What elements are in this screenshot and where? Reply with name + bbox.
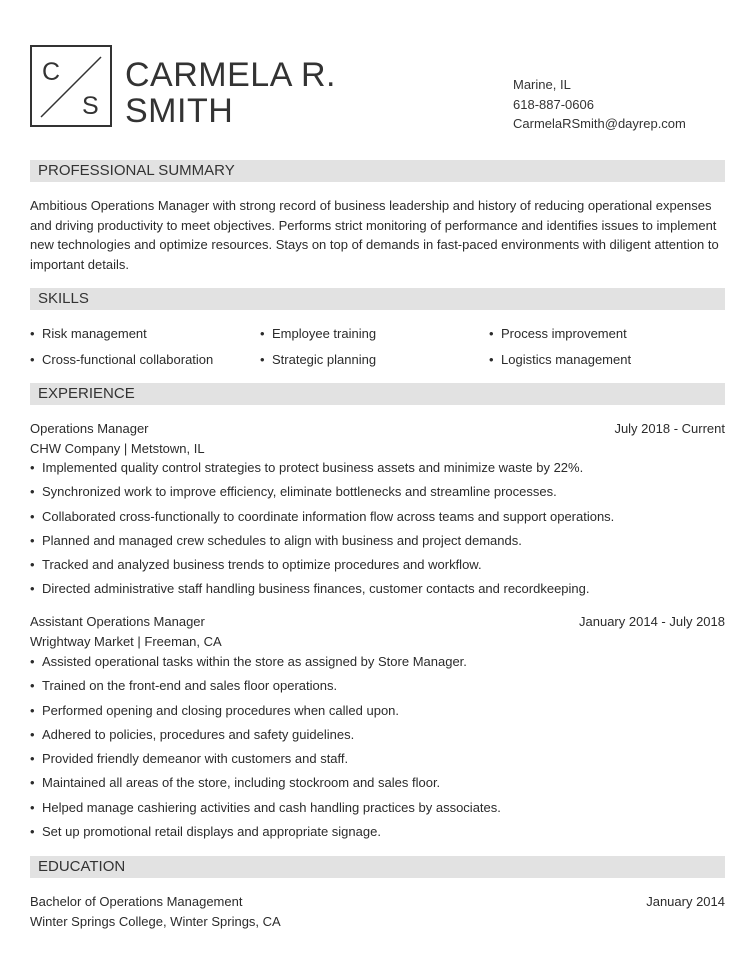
contact-location: Marine, IL: [513, 77, 571, 92]
job-bullets: [30, 652, 501, 846]
section-header-education: [30, 856, 725, 878]
section-header-experience: [30, 383, 725, 405]
bullet-icon: •: [489, 352, 494, 367]
bullet-icon: •: [30, 702, 35, 718]
list-item: • Synchronized work to improve efficiency, eliminate bottlenecks and streamline processes.: [30, 484, 557, 500]
section-title: SKILLS: [38, 290, 89, 307]
job-title: Assistant Operations Manager: [30, 614, 205, 629]
skill-item: • Process improvement: [489, 326, 627, 341]
bullet-icon: •: [30, 824, 35, 840]
contact-info: [513, 75, 686, 134]
list-item: • Performed opening and closing procedures when called upon.: [30, 702, 400, 718]
section-title: PROFESSIONAL SUMMARY: [38, 162, 235, 179]
name-line-2: SMITH: [125, 92, 234, 130]
bullet-icon: •: [30, 581, 35, 597]
list-item: • Collaborated cross-functionally to coordinate information flow across teams and support operations.: [30, 508, 615, 524]
job-dates: July 2018 - Current: [614, 421, 725, 436]
skill-item: • Risk management: [30, 326, 147, 341]
bullet-icon: •: [30, 557, 35, 573]
candidate-name: [125, 57, 336, 129]
bullet-icon: •: [260, 326, 265, 341]
name-line-1: CARMELA R.: [125, 56, 336, 94]
contact-phone: 618-887-0606: [513, 96, 594, 112]
monogram-logo: [30, 45, 112, 127]
summary-paragraph: Ambitious Operations Manager with strong record of business leadership and history of reducing operational expenses and driving productivity to meet objectives. Performs strict monitoring of performance and identifies issues to implement new technologies and optimize resources. Stays on top of demands in fast-paced environments with diligent attention to important details.: [30, 198, 719, 272]
job-dates: January 2014 - July 2018: [579, 614, 725, 629]
bullet-icon: •: [30, 678, 35, 694]
list-item: • Set up promotional retail displays and appropriate signage.: [30, 824, 381, 840]
bullet-icon: •: [30, 532, 35, 548]
list-item: • Directed administrative staff handling business finances, customer contacts and recordkeeping.: [30, 581, 590, 597]
list-item: • Tracked and analyzed business trends to optimize procedures and workflow.: [30, 557, 482, 573]
education-date: January 2014: [646, 894, 725, 909]
bullet-icon: •: [30, 508, 35, 524]
job-company: Wrightway Market | Freeman, CA: [30, 634, 222, 649]
contact-email: CarmelaRSmith@dayrep.com: [513, 116, 686, 131]
list-item: • Trained on the front-end and sales floor operations.: [30, 678, 338, 694]
skill-item: • Employee training: [260, 326, 377, 341]
skill-item: • Cross-functional collaboration: [30, 352, 214, 367]
bullet-icon: •: [30, 326, 35, 341]
bullet-icon: •: [260, 352, 265, 367]
list-item: • Planned and managed crew schedules to align with business and project demands.: [30, 532, 522, 548]
job-bullets: [30, 458, 614, 604]
bullet-icon: •: [30, 484, 35, 500]
list-item: • Implemented quality control strategies to protect business assets and minimize waste by 22%.: [30, 460, 584, 475]
bullet-icon: •: [30, 751, 35, 767]
monogram-first-initial: C: [42, 58, 61, 86]
bullet-icon: •: [489, 326, 494, 341]
job-title: Operations Manager: [30, 421, 149, 436]
education-school: Winter Springs College, Winter Springs, CA: [30, 914, 281, 929]
section-title: EDUCATION: [38, 858, 126, 875]
bullet-icon: •: [30, 726, 35, 742]
monogram-last-initial: S: [82, 92, 99, 120]
list-item: • Helped manage cashiering activities and cash handling practices by associates.: [30, 799, 501, 815]
list-item: • Provided friendly demeanor with customers and staff.: [30, 751, 349, 767]
job-company: CHW Company | Metstown, IL: [30, 441, 205, 456]
bullet-icon: •: [30, 799, 35, 815]
bullet-icon: •: [30, 352, 35, 367]
section-header-skills: [30, 288, 725, 310]
skill-item: • Logistics management: [489, 352, 632, 367]
list-item: • Adhered to policies, procedures and safety guidelines.: [30, 726, 355, 742]
skill-item: • Strategic planning: [260, 352, 377, 367]
bullet-icon: •: [30, 654, 35, 669]
bullet-icon: •: [30, 775, 35, 791]
education-degree: Bachelor of Operations Management: [30, 894, 243, 909]
list-item: • Assisted operational tasks within the store as assigned by Store Manager.: [30, 654, 467, 669]
bullet-icon: •: [30, 460, 35, 475]
section-title: EXPERIENCE: [38, 385, 135, 402]
list-item: • Maintained all areas of the store, including stockroom and sales floor.: [30, 775, 441, 791]
section-header-summary: [30, 160, 725, 182]
